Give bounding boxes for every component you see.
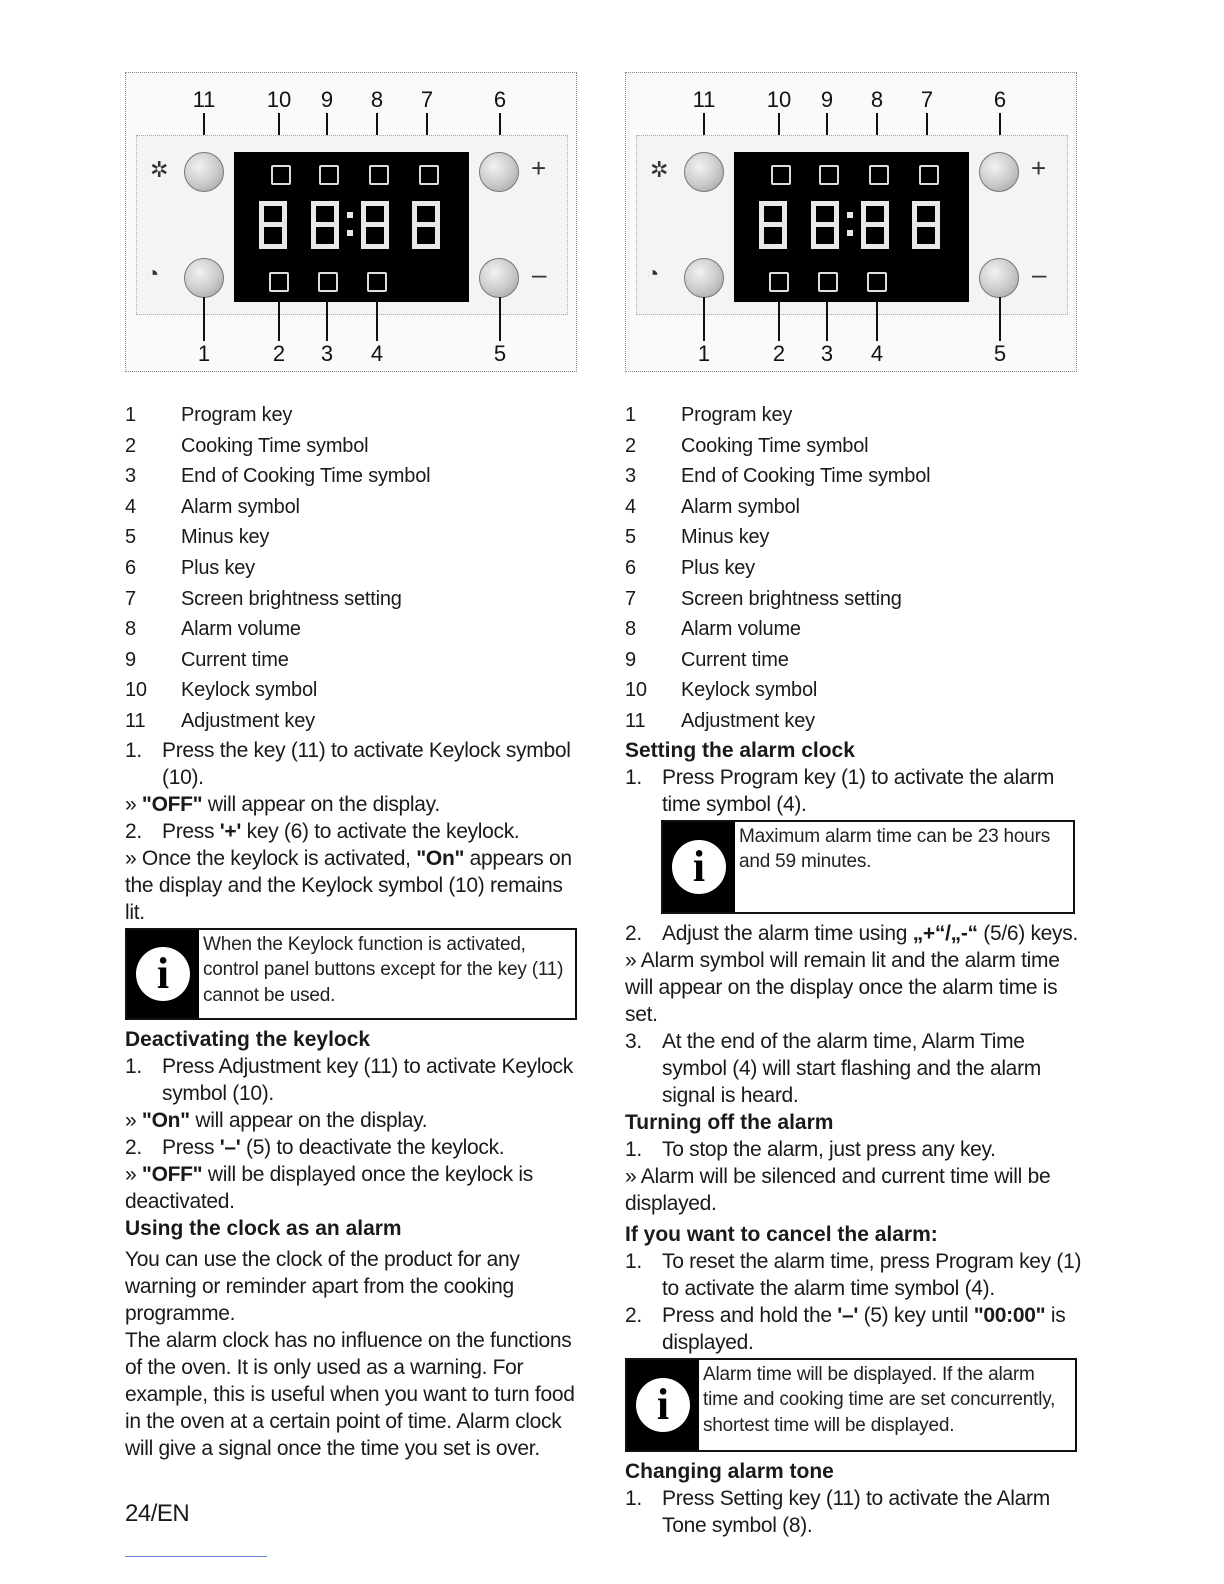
step-text: key (6) to activate the keylock. <box>241 819 520 843</box>
alarm-paragraph-2: The alarm clock has no influence on the functions of the oven. It is only used as a warning. For example, this is useful when you want to turn food in the oven at a certain point of time. Alarm clock will give a signal once the time you set is over. <box>125 1328 575 1460</box>
step-text: Press Setting key (11) to activate the Alarm Tone symbol (8). <box>662 1486 1050 1537</box>
alarm-paragraph-1: You can use the clock of the product for any warning or reminder apart from the cooking programme. <box>125 1247 520 1325</box>
control-panel-diagram <box>625 72 1077 372</box>
legend-item <box>625 522 1087 553</box>
legend-item <box>625 492 1087 523</box>
page-number: 24/EN <box>125 1500 190 1527</box>
legend-label: Program key <box>181 404 293 426</box>
alarm-bell-icon <box>367 272 387 292</box>
deactivate-step-2 <box>125 1134 587 1161</box>
display-text-on: "On" <box>141 1108 190 1132</box>
step-number: 1. <box>125 738 142 762</box>
left-column <box>125 72 587 1462</box>
legend-item <box>125 553 587 584</box>
display-text-off: "OFF" <box>141 1162 203 1186</box>
step-text: Press Adjustment key (11) to activate Keylock symbol (10). <box>162 1054 573 1105</box>
plus-key-label: '+' <box>219 819 242 843</box>
leader-line <box>499 297 501 341</box>
program-key[interactable] <box>684 258 724 298</box>
step-text: Press <box>162 819 220 843</box>
step-number: 1. <box>625 1137 642 1161</box>
result-text: will be displayed once the keylock is deactivated. <box>125 1162 533 1213</box>
step-text: To reset the alarm time, press Program key (1) to activate the alarm time symbol (4). <box>662 1249 1082 1300</box>
callout-3: 3 <box>320 341 334 366</box>
step-text: Press and hold the <box>662 1303 838 1327</box>
adjustment-icon: ✲ <box>150 157 169 182</box>
minus-key[interactable] <box>479 258 519 298</box>
minus-sign: – <box>1032 259 1047 289</box>
step-number: 1. <box>625 1486 642 1510</box>
leader-line <box>376 301 378 341</box>
legend-list <box>625 400 1087 737</box>
display-digit <box>912 201 940 249</box>
step-number: 3. <box>625 1029 642 1053</box>
legend-label: Adjustment key <box>681 709 815 732</box>
legend-number: 11 <box>125 709 146 732</box>
brightness-icon <box>919 165 939 185</box>
legend-label: End of Cooking Time symbol <box>681 465 931 488</box>
legend-item <box>125 400 587 431</box>
legend-number: 2 <box>125 434 136 457</box>
leader-line <box>326 301 328 341</box>
info-icon: i <box>627 1360 699 1450</box>
legend-label: Alarm volume <box>181 618 301 641</box>
section-heading-cancel: If you want to cancel the alarm: <box>625 1222 938 1246</box>
legend-number: 6 <box>125 556 136 579</box>
display-screen <box>734 152 969 302</box>
legend-item <box>625 645 1087 676</box>
turnoff-step-1 <box>625 1136 1087 1163</box>
legend-item <box>625 614 1087 645</box>
alarm-bell-icon <box>867 272 887 292</box>
result-prefix: » <box>125 792 142 816</box>
result-prefix: » <box>125 1162 142 1186</box>
info-icon: i <box>663 822 735 912</box>
result-text: appears on the display and the Keylock symbol (10) remains lit. <box>125 846 572 924</box>
brightness-icon <box>419 165 439 185</box>
legend-number: 7 <box>125 587 136 610</box>
legend-label: Adjustment key <box>181 709 315 732</box>
info-note-keylock <box>125 928 577 1020</box>
callout-10: 10 <box>266 87 292 112</box>
legend-label: Alarm symbol <box>681 495 800 518</box>
footer-rule <box>125 1556 267 1557</box>
display-digit <box>811 201 839 249</box>
deactivate-result-1 <box>125 1107 587 1134</box>
cooking-time-icon <box>769 272 789 292</box>
plus-key[interactable] <box>479 152 519 192</box>
display-text-off: "OFF" <box>141 792 203 816</box>
note-text: Alarm time will be displayed. If the alarm time and cooking time are set concurrently, shortest time will be displayed. <box>703 1363 1056 1436</box>
cooking-time-icon <box>269 272 289 292</box>
step-text: To stop the alarm, just press any key. <box>662 1137 996 1161</box>
setting-step-1 <box>625 764 1087 818</box>
callout-9: 9 <box>320 87 334 112</box>
legend-item <box>625 706 1087 737</box>
legend-label: Alarm volume <box>681 618 801 641</box>
step-text: At the end of the alarm time, Alarm Time symbol (4) will start flashing and the alarm signal is heard. <box>662 1029 1041 1107</box>
step-number: 1. <box>125 1054 142 1078</box>
deactivate-result-2 <box>125 1161 587 1215</box>
legend-item <box>625 400 1087 431</box>
callout-7: 7 <box>420 87 434 112</box>
section-heading-turn-off: Turning off the alarm <box>625 1110 834 1134</box>
legend-item <box>125 431 587 462</box>
legend-label: Current time <box>181 648 289 671</box>
legend-label: Current time <box>681 648 789 671</box>
legend-label: Cooking Time symbol <box>681 434 869 457</box>
legend-list <box>125 400 587 737</box>
step-number: 1. <box>625 765 642 789</box>
step-number: 2. <box>125 819 142 843</box>
legend-number: 9 <box>625 648 636 671</box>
display-digit <box>861 201 889 249</box>
clock-icon <box>319 165 339 185</box>
legend-item <box>625 553 1087 584</box>
adjustment-key[interactable] <box>684 152 724 192</box>
plus-sign: + <box>531 153 547 183</box>
result-prefix: » <box>125 1108 142 1132</box>
turnoff-result-1: » Alarm will be silenced and current time will be displayed. <box>625 1164 1051 1215</box>
setting-result-2: » Alarm symbol will remain lit and the alarm time will appear on the display once the alarm time is set. <box>625 948 1060 1026</box>
callout-4: 4 <box>370 341 384 366</box>
legend-item <box>625 431 1087 462</box>
callout-5: 5 <box>993 341 1007 366</box>
legend-number: 4 <box>125 495 136 518</box>
display-digit <box>361 201 389 249</box>
minus-key-label: '–' <box>837 1303 859 1327</box>
keylock-step-1 <box>125 737 587 791</box>
setting-step-2 <box>625 920 1087 947</box>
legend-label: Alarm symbol <box>181 495 300 518</box>
callout-1: 1 <box>697 341 711 366</box>
info-icon: i <box>127 930 199 1018</box>
legend-number: 1 <box>125 404 136 426</box>
step-text: (5) key until <box>858 1303 974 1327</box>
legend-item <box>125 492 587 523</box>
callout-6: 6 <box>493 87 507 112</box>
legend-label: Screen brightness setting <box>681 587 902 610</box>
legend-number: 10 <box>125 679 147 702</box>
legend-label: Program key <box>681 404 793 426</box>
legend-label: Screen brightness setting <box>181 587 402 610</box>
display-text-on: "On" <box>416 846 465 870</box>
leader-line <box>999 297 1001 341</box>
display-digit <box>759 201 787 249</box>
legend-number: 5 <box>125 526 136 549</box>
legend-item <box>625 675 1087 706</box>
callout-2: 2 <box>772 341 786 366</box>
callout-9: 9 <box>820 87 834 112</box>
callout-8: 8 <box>370 87 384 112</box>
cancel-step-2 <box>625 1302 1087 1356</box>
adjustment-icon: ✲ <box>650 157 669 182</box>
keylock-icon <box>271 165 291 185</box>
plus-sign: + <box>1031 153 1047 183</box>
legend-number: 7 <box>625 587 636 610</box>
alarm-volume-icon <box>869 165 889 185</box>
callout-4: 4 <box>870 341 884 366</box>
alarm-volume-icon <box>369 165 389 185</box>
callout-11: 11 <box>192 87 216 112</box>
info-note-max-alarm <box>661 820 1075 914</box>
section-heading-alarm-tone: Changing alarm tone <box>625 1459 834 1483</box>
leader-line <box>826 301 828 341</box>
legend-label: Plus key <box>181 556 255 579</box>
legend-label: End of Cooking Time symbol <box>181 465 431 488</box>
note-text: Maximum alarm time can be 23 hours and 59 minutes. <box>739 825 1051 873</box>
step-text: Press Program key (1) to activate the alarm time symbol (4). <box>662 765 1055 816</box>
result-text: » Once the keylock is activated, <box>125 846 417 870</box>
callout-8: 8 <box>870 87 884 112</box>
legend-number: 2 <box>625 434 636 457</box>
control-panel-diagram <box>125 72 577 372</box>
cancel-step-1 <box>625 1248 1087 1302</box>
keylock-result-1 <box>125 791 587 818</box>
result-text: will appear on the display. <box>202 792 440 816</box>
callout-7: 7 <box>920 87 934 112</box>
callout-6: 6 <box>993 87 1007 112</box>
legend-item <box>625 461 1087 492</box>
legend-label: Keylock symbol <box>181 679 318 702</box>
display-colon <box>847 212 853 242</box>
legend-number: 6 <box>625 556 636 579</box>
clock-icon <box>819 165 839 185</box>
callout-2: 2 <box>272 341 286 366</box>
legend-item <box>125 614 587 645</box>
display-screen <box>234 152 469 302</box>
callout-10: 10 <box>766 87 792 112</box>
display-digit <box>311 201 339 249</box>
step-text: Press the key (11) to activate Keylock symbol (10). <box>162 738 571 789</box>
legend-number: 10 <box>625 679 647 702</box>
callout-1: 1 <box>197 341 211 366</box>
callout-5: 5 <box>493 341 507 366</box>
step-number: 2. <box>625 1303 642 1327</box>
display-digit <box>412 201 440 249</box>
minus-key[interactable] <box>979 258 1019 298</box>
leader-line <box>203 297 205 341</box>
step-text: Adjust the alarm time using <box>662 921 913 945</box>
leader-line <box>703 297 705 341</box>
legend-number: 11 <box>625 709 646 732</box>
tone-step-1 <box>625 1485 1087 1539</box>
legend-item <box>125 461 587 492</box>
legend-label: Minus key <box>181 526 270 549</box>
leader-line <box>278 301 280 341</box>
legend-item <box>125 522 587 553</box>
step-text: (5/6) keys. <box>977 921 1078 945</box>
legend-label: Cooking Time symbol <box>181 434 369 457</box>
step-number: 2. <box>625 921 642 945</box>
legend-number: 5 <box>625 526 636 549</box>
legend-item <box>125 706 587 737</box>
legend-number: 9 <box>125 648 136 671</box>
callout-3: 3 <box>820 341 834 366</box>
end-cooking-time-icon <box>818 272 838 292</box>
step-text: is displayed. <box>662 1303 1066 1354</box>
note-text: When the Keylock function is activated, control panel buttons except for the key (11) cannot be used. <box>203 933 564 1006</box>
section-heading-alarm: Using the clock as an alarm <box>125 1216 402 1240</box>
info-note-shortest-time <box>625 1358 1077 1452</box>
legend-label: Keylock symbol <box>681 679 818 702</box>
legend-number: 3 <box>125 465 136 488</box>
legend-number: 1 <box>625 404 636 426</box>
leader-line <box>876 301 878 341</box>
legend-number: 4 <box>625 495 636 518</box>
plus-key[interactable] <box>979 152 1019 192</box>
legend-label: Minus key <box>681 526 770 549</box>
display-text-zero: "00:00" <box>973 1303 1046 1327</box>
clock-timer-icon: ◔ <box>646 261 660 286</box>
deactivate-step-1 <box>125 1053 587 1107</box>
end-cooking-time-icon <box>318 272 338 292</box>
keylock-icon <box>771 165 791 185</box>
program-key[interactable] <box>184 258 224 298</box>
minus-sign: – <box>532 259 547 289</box>
clock-timer-icon: ◔ <box>146 261 160 286</box>
step-number: 2. <box>125 1135 142 1159</box>
keylock-step-2 <box>125 818 587 845</box>
minus-key-label: '–' <box>219 1135 241 1159</box>
legend-number: 3 <box>625 465 636 488</box>
plus-minus-key-label: „+“/„-“ <box>912 921 978 945</box>
legend-number: 8 <box>625 618 636 641</box>
legend-number: 8 <box>125 618 136 641</box>
step-number: 1. <box>625 1249 642 1273</box>
callout-11: 11 <box>692 87 716 112</box>
leader-line <box>778 301 780 341</box>
right-column <box>625 72 1087 1539</box>
step-text: Press <box>162 1135 220 1159</box>
step-text: (5) to deactivate the keylock. <box>240 1135 505 1159</box>
result-text: will appear on the display. <box>189 1108 428 1132</box>
legend-label: Plus key <box>681 556 755 579</box>
keylock-result-2 <box>125 845 587 926</box>
legend-item <box>125 645 587 676</box>
section-heading-deactivate: Deactivating the keylock <box>125 1027 371 1051</box>
legend-item <box>125 675 587 706</box>
setting-step-3 <box>625 1028 1087 1109</box>
display-digit <box>259 201 287 249</box>
adjustment-key[interactable] <box>184 152 224 192</box>
display-colon <box>347 212 353 242</box>
legend-item <box>125 584 587 615</box>
legend-item <box>625 584 1087 615</box>
section-heading-setting-alarm: Setting the alarm clock <box>625 738 855 762</box>
